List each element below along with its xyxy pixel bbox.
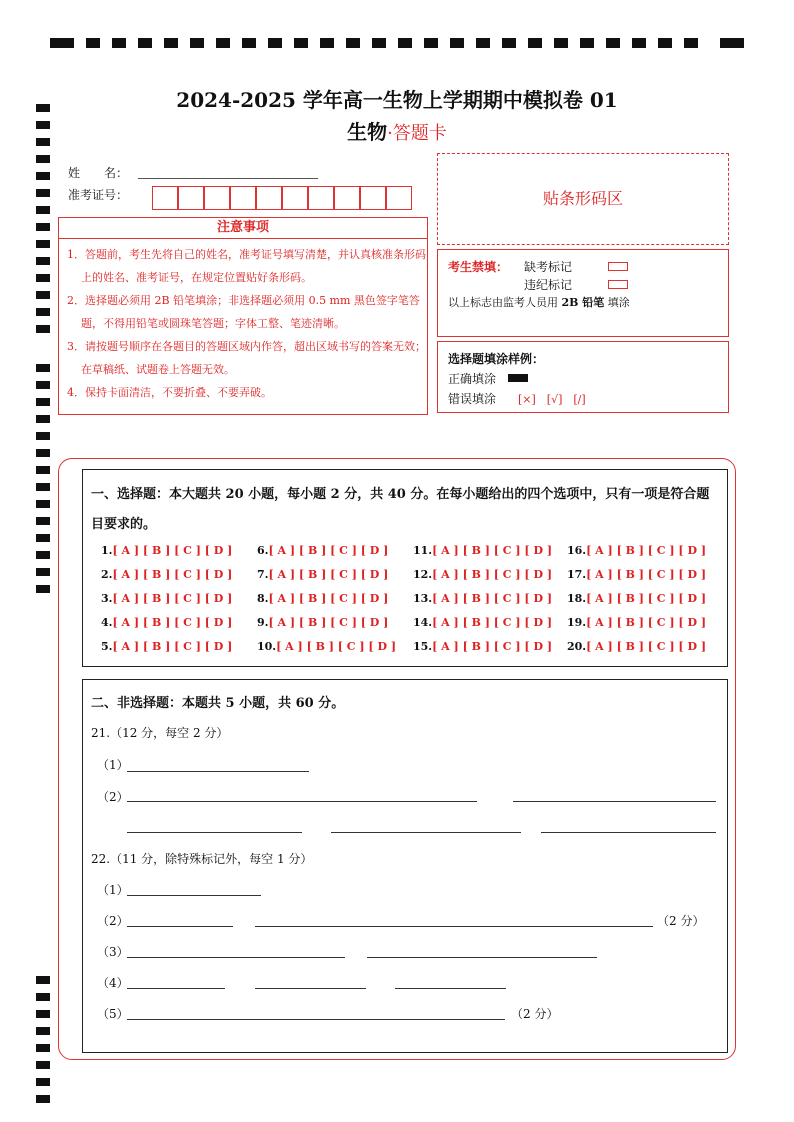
choice-options[interactable]: [ A ] [ B ] [ C ] [ D ] bbox=[586, 640, 707, 653]
timing-mark bbox=[502, 38, 516, 48]
q21-part2-line-b[interactable] bbox=[513, 801, 716, 802]
q21-heading: 21.（12 分，每空 2 分） bbox=[91, 726, 229, 740]
timing-mark bbox=[36, 240, 50, 248]
id-digit-box[interactable] bbox=[152, 186, 178, 210]
choice-options[interactable]: [ A ] [ B ] [ C ] [ D ] bbox=[268, 568, 389, 581]
timing-mark bbox=[36, 172, 50, 180]
timing-mark bbox=[320, 38, 334, 48]
choice-number: 18. bbox=[567, 592, 587, 605]
timing-mark bbox=[36, 517, 50, 525]
q22-part4-line-b[interactable] bbox=[255, 988, 366, 989]
timing-mark bbox=[36, 1027, 50, 1035]
timing-mark bbox=[138, 38, 152, 48]
choice-number: 9. bbox=[257, 616, 269, 629]
exam-title: 2024-2025 学年高一生物上学期期中模拟卷 01 bbox=[176, 88, 618, 112]
timing-mark bbox=[528, 38, 542, 48]
timing-mark bbox=[36, 206, 50, 214]
choice-number: 16. bbox=[567, 544, 587, 557]
timing-mark bbox=[476, 38, 490, 48]
timing-mark bbox=[36, 568, 50, 576]
timing-mark bbox=[268, 38, 282, 48]
choice-item[interactable] bbox=[567, 640, 706, 653]
timing-mark bbox=[36, 291, 50, 299]
timing-mark bbox=[36, 534, 50, 542]
choice-item[interactable] bbox=[257, 616, 388, 629]
choice-item[interactable] bbox=[413, 544, 552, 557]
q21-part2-line-c[interactable] bbox=[127, 832, 302, 833]
wrong-fill-samples: [×] [√] [/] bbox=[518, 393, 586, 406]
notice-heading: 注意事项 bbox=[59, 218, 427, 239]
choice-number: 8. bbox=[257, 592, 269, 605]
id-digit-box[interactable] bbox=[282, 186, 308, 210]
choice-item[interactable] bbox=[257, 592, 388, 605]
section1-instruction: 一、选择题：本大题共 20 小题，每小题 2 分，共 40 分。在每小题给出的四个选项中，只有一项是符合题目要求的。 bbox=[91, 487, 710, 532]
q22-part4-label: （4） bbox=[97, 976, 129, 990]
notice-box bbox=[58, 217, 428, 415]
choice-number: 3. bbox=[101, 592, 113, 605]
timing-mark bbox=[36, 1061, 50, 1069]
q22-part3-label: （3） bbox=[97, 945, 129, 959]
timing-mark bbox=[554, 38, 568, 48]
timing-mark bbox=[36, 585, 50, 593]
prohibit-box bbox=[437, 249, 729, 337]
prohibit-label: 考生禁填： bbox=[448, 260, 509, 274]
choice-number: 14. bbox=[413, 616, 433, 629]
absent-mark-label: 缺考标记 bbox=[524, 260, 573, 274]
timing-mark bbox=[398, 38, 412, 48]
notice-item-3: 3．请按题号顺序在各题目的答题区域内作答，超出区域书写的答案无效；在草稿纸、试题卷上答题无效。 bbox=[67, 340, 426, 376]
q22-part2-line-b[interactable] bbox=[255, 926, 653, 927]
timing-mark bbox=[36, 1078, 50, 1086]
choice-options[interactable]: [ A ] [ B ] [ C ] [ D ] bbox=[268, 592, 389, 605]
choice-item[interactable] bbox=[567, 544, 706, 557]
timing-mark bbox=[346, 38, 360, 48]
choice-options[interactable]: [ A ] [ B ] [ C ] [ D ] bbox=[268, 616, 389, 629]
timing-mark bbox=[36, 551, 50, 559]
sample-title: 选择题填涂样例： bbox=[448, 352, 545, 366]
choice-number: 11. bbox=[413, 544, 433, 557]
choice-options[interactable]: [ A ] [ B ] [ C ] [ D ] bbox=[112, 616, 233, 629]
choice-number: 13. bbox=[413, 592, 433, 605]
choice-item[interactable] bbox=[101, 592, 232, 605]
choice-options[interactable]: [ A ] [ B ] [ C ] [ D ] bbox=[276, 640, 397, 653]
choice-options[interactable]: [ A ] [ B ] [ C ] [ D ] bbox=[112, 568, 233, 581]
choice-item[interactable] bbox=[257, 544, 388, 557]
choice-number: 4. bbox=[101, 616, 113, 629]
choice-item[interactable] bbox=[413, 640, 552, 653]
q22-part3-line-a[interactable] bbox=[127, 957, 345, 958]
choice-number: 7. bbox=[257, 568, 269, 581]
choice-options[interactable]: [ A ] [ B ] [ C ] [ D ] bbox=[432, 544, 553, 557]
timing-mark bbox=[36, 976, 50, 984]
timing-mark bbox=[242, 38, 256, 48]
notice-item-4: 4．保持卡面清洁，不要折叠、不要弄破。 bbox=[67, 386, 272, 399]
timing-mark bbox=[36, 364, 50, 372]
timing-mark bbox=[36, 1095, 50, 1103]
q22-part1-label: （1） bbox=[97, 883, 129, 897]
q22-part3-line-b[interactable] bbox=[367, 957, 597, 958]
id-label: 准考证号： bbox=[68, 188, 129, 202]
timing-mark bbox=[190, 38, 204, 48]
choice-options[interactable]: [ A ] [ B ] [ C ] [ D ] bbox=[432, 592, 553, 605]
choice-options[interactable]: [ A ] [ B ] [ C ] [ D ] bbox=[432, 568, 553, 581]
timing-mark bbox=[36, 223, 50, 231]
choice-number: 10. bbox=[257, 640, 277, 653]
timing-mark bbox=[36, 274, 50, 282]
timing-mark bbox=[36, 466, 50, 474]
choice-options[interactable]: [ A ] [ B ] [ C ] [ D ] bbox=[432, 640, 553, 653]
q22-heading: 22.（11 分，除特殊标记外，每空 1 分） bbox=[91, 852, 313, 866]
timing-mark bbox=[86, 38, 100, 48]
wrong-fill-label: 错误填涂 bbox=[448, 392, 497, 406]
timing-mark bbox=[684, 38, 698, 48]
q21-part2-line-e[interactable] bbox=[541, 832, 716, 833]
q21-part1-line[interactable] bbox=[127, 771, 309, 772]
timing-mark bbox=[36, 432, 50, 440]
choice-options[interactable]: [ A ] [ B ] [ C ] [ D ] bbox=[586, 568, 707, 581]
violation-mark-box[interactable] bbox=[608, 277, 628, 291]
q21-part2-line-d[interactable] bbox=[331, 832, 521, 833]
choice-options[interactable]: [ A ] [ B ] [ C ] [ D ] bbox=[268, 544, 389, 557]
id-digit-box[interactable] bbox=[204, 186, 230, 210]
timing-mark bbox=[36, 257, 50, 265]
sample-box bbox=[437, 341, 729, 413]
timing-mark bbox=[216, 38, 230, 48]
timing-mark bbox=[580, 38, 594, 48]
q22-part2-points: （2 分） bbox=[657, 914, 705, 928]
choice-item[interactable] bbox=[413, 592, 552, 605]
choice-item[interactable] bbox=[257, 640, 396, 653]
timing-mark bbox=[36, 325, 50, 333]
timing-mark bbox=[36, 1044, 50, 1052]
timing-mark bbox=[658, 38, 672, 48]
choice-number: 15. bbox=[413, 640, 433, 653]
choice-options[interactable]: [ A ] [ B ] [ C ] [ D ] bbox=[586, 616, 707, 629]
choice-options[interactable]: [ A ] [ B ] [ C ] [ D ] bbox=[586, 544, 707, 557]
timing-mark bbox=[450, 38, 464, 48]
timing-mark bbox=[294, 38, 308, 48]
choice-number: 2. bbox=[101, 568, 113, 581]
answer-card-label: ·答题卡 bbox=[387, 123, 447, 144]
id-digit-box[interactable] bbox=[334, 186, 360, 210]
choice-item[interactable] bbox=[101, 568, 232, 581]
q22-part1-line[interactable] bbox=[127, 895, 261, 896]
choice-item[interactable] bbox=[567, 616, 706, 629]
id-digit-box[interactable] bbox=[360, 186, 386, 210]
correct-fill-sample bbox=[508, 374, 528, 382]
choice-item[interactable] bbox=[101, 544, 232, 557]
name-field[interactable] bbox=[138, 178, 318, 179]
choice-item[interactable] bbox=[567, 592, 706, 605]
timing-mark bbox=[372, 38, 386, 48]
card-title bbox=[0, 116, 794, 145]
id-digit-box[interactable] bbox=[230, 186, 256, 210]
prohibit-note: 以上标志由监考人员用 2B 铅笔 填涂 bbox=[448, 296, 630, 309]
choice-item[interactable] bbox=[413, 616, 552, 629]
timing-mark bbox=[36, 189, 50, 197]
correct-fill-label: 正确填涂 bbox=[448, 372, 497, 386]
timing-mark bbox=[36, 155, 50, 163]
timing-mark bbox=[632, 38, 646, 48]
timing-mark bbox=[424, 38, 438, 48]
choice-options[interactable]: [ A ] [ B ] [ C ] [ D ] bbox=[112, 640, 233, 653]
q21-part1-label: （1） bbox=[97, 758, 129, 772]
q22-part4-line-c[interactable] bbox=[395, 988, 506, 989]
q22-part2-label: （2） bbox=[97, 914, 129, 928]
q22-part5-label: （5） bbox=[97, 1007, 129, 1021]
q22-part5-line[interactable] bbox=[127, 1019, 505, 1020]
choice-options[interactable]: [ A ] [ B ] [ C ] [ D ] bbox=[112, 592, 233, 605]
timing-mark bbox=[720, 38, 744, 48]
q22-part4-line-a[interactable] bbox=[127, 988, 225, 989]
subject-label: 生物 bbox=[347, 120, 388, 144]
choice-options[interactable]: [ A ] [ B ] [ C ] [ D ] bbox=[112, 544, 233, 557]
name-label: 姓 名： bbox=[68, 166, 129, 180]
section2-instruction: 二、非选择题：本题共 5 小题，共 60 分。 bbox=[91, 696, 345, 711]
choice-item[interactable] bbox=[257, 568, 388, 581]
absent-mark-box[interactable] bbox=[608, 259, 628, 273]
violation-mark-label: 违纪标记 bbox=[524, 278, 573, 292]
timing-mark bbox=[36, 483, 50, 491]
id-digit-box[interactable] bbox=[256, 186, 282, 210]
id-digit-box[interactable] bbox=[386, 186, 412, 210]
barcode-area bbox=[437, 153, 729, 245]
timing-mark bbox=[36, 449, 50, 457]
choice-number: 1. bbox=[101, 544, 113, 557]
timing-mark bbox=[50, 38, 74, 48]
timing-mark bbox=[606, 38, 620, 48]
timing-mark bbox=[36, 1010, 50, 1018]
notice-item-1: 1．答题前，考生先将自己的姓名，准考证号填写清楚，并认真核准条形码上的姓名、准考证号，在规定位置贴好条形码。 bbox=[67, 248, 426, 284]
id-digit-box[interactable] bbox=[308, 186, 334, 210]
choice-number: 12. bbox=[413, 568, 433, 581]
choice-options[interactable]: [ A ] [ B ] [ C ] [ D ] bbox=[586, 592, 707, 605]
q21-part2-label: （2） bbox=[97, 790, 129, 804]
timing-mark bbox=[36, 398, 50, 406]
timing-mark bbox=[36, 500, 50, 508]
q22-part2-line-a[interactable] bbox=[127, 926, 233, 927]
barcode-area-label: 贴条形码区 bbox=[542, 189, 623, 208]
timing-mark bbox=[36, 308, 50, 316]
timing-mark bbox=[36, 415, 50, 423]
choice-item[interactable] bbox=[101, 616, 232, 629]
q21-part2-line-a[interactable] bbox=[127, 801, 477, 802]
q22-part5-points: （2 分） bbox=[511, 1007, 559, 1021]
choice-number: 6. bbox=[257, 544, 269, 557]
id-digit-box[interactable] bbox=[178, 186, 204, 210]
choice-number: 17. bbox=[567, 568, 587, 581]
choice-number: 19. bbox=[567, 616, 587, 629]
choice-item[interactable] bbox=[101, 640, 232, 653]
timing-marks-top bbox=[50, 38, 744, 52]
choice-item[interactable] bbox=[413, 568, 552, 581]
notice-item-2: 2．选择题必须用 2B 铅笔填涂；非选择题必须用 0.5 mm 黑色签字笔答题，不得用铅笔或圆珠笔答题；字体工整、笔迹清晰。 bbox=[67, 294, 420, 330]
timing-mark bbox=[164, 38, 178, 48]
choice-number: 5. bbox=[101, 640, 113, 653]
section1-box bbox=[82, 469, 728, 667]
choice-number: 20. bbox=[567, 640, 587, 653]
choice-options[interactable]: [ A ] [ B ] [ C ] [ D ] bbox=[432, 616, 553, 629]
choice-item[interactable] bbox=[567, 568, 706, 581]
timing-mark bbox=[36, 381, 50, 389]
timing-mark bbox=[36, 993, 50, 1001]
timing-mark bbox=[112, 38, 126, 48]
section2-box bbox=[82, 679, 728, 1053]
